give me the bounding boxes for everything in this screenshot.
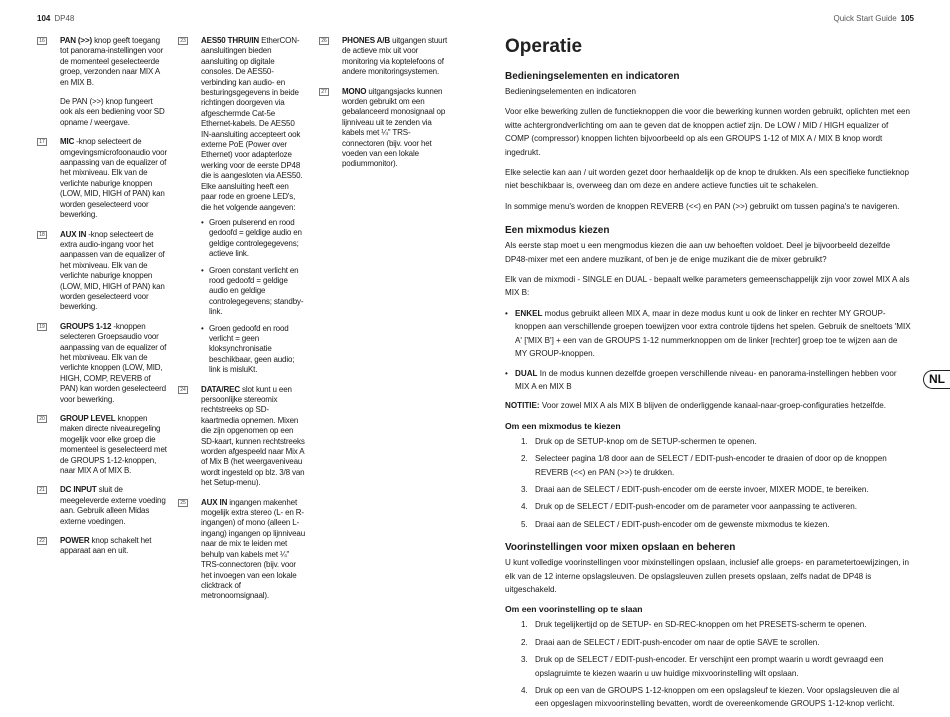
control-item (37, 414, 167, 476)
mix-mode-text: modus gebruikt alleen MIX A, maar in deze modus kunt u ook de linker en rechter MY GROUP-knoppen aan verschillende groepen toewijzen voor extra controle tijdens het spelen. Gebruik de sneltoets 'MIX A' ['MIX B'] + een van de GROUPS 1-12 nummerknoppen om de linker [rechter] groep toe te wijzen aan de MY GROUP-knoppen. (515, 308, 911, 359)
control-description (201, 498, 306, 602)
mix-mode-name: ENKEL (515, 308, 543, 318)
step-text: Draai aan de SELECT / EDIT-push-encoder om de gewenste mixmodus te kiezen. (535, 519, 830, 529)
control-item (37, 322, 167, 405)
note-label: NOTITIE: (505, 401, 540, 411)
control-name: MONO (342, 86, 367, 96)
left-page-number: 104 (37, 14, 51, 23)
step-number: 5. (521, 519, 528, 529)
control-text: knop geeft toegang tot panorama-instellingen voor de momenteel geselecteerde groep, verzonden naar MIX A en MIX B. (60, 36, 164, 87)
step-item (505, 452, 911, 479)
paragraph: In sommige menu's worden de knoppen REVERB (<<) en PAN (>>) gebruikt om tussen pagina's te navigeren. (505, 201, 900, 211)
operation-section (505, 36, 911, 717)
step-item (505, 483, 911, 496)
control-item (178, 498, 306, 602)
callout-number: 17 (37, 138, 47, 146)
step-text: Druk op de SELECT / EDIT-push-encoder om de parameter voor aanpassing te activeren. (535, 502, 857, 512)
paragraph: U kunt volledige voorinstellingen voor mixinstellingen opslaan, inclusief alle groeps- en parametertoewijzingen, in elk van de 12 interne opslagsleuven. De opslagsleuven zullen presets opslaan, zelfs nadat de DP48 is uitgeschakeld. (505, 558, 910, 594)
control-description (60, 485, 167, 527)
control-name: PAN (>>) (60, 36, 92, 45)
callout-number: 19 (37, 323, 47, 331)
control-extra: De PAN (>>) knop fungeert ook als een bediening voor SD opname / weergave. (60, 97, 165, 127)
step-text: Druk tegelijkertijd op de SETUP- en SD-REC-knoppen om het PRESETS-scherm te openen. (535, 620, 867, 630)
control-text: sluit de meegeleverde externe voeding aan. Gebruik alleen Midas externe voedingen. (60, 485, 166, 526)
paragraph: Elk van de mixmodi - SINGLE en DUAL - bepaalt welke parameters gemeenschappelijk zijn voor zowel MIX A als MIX B: (505, 275, 910, 298)
control-item (178, 36, 306, 376)
page-title: Operatie (505, 36, 583, 57)
step-item (505, 684, 911, 711)
control-description (60, 322, 167, 405)
step-item (505, 500, 911, 513)
left-page-header (37, 14, 74, 23)
paragraph: Elke selectie kan aan / uit worden gezet door herhaaldelijk op de knop te drukken. Als een specifieke functieknop niet beschikbaar is, overweeg dan om deze en andere actieve functies uit te schakelen. (505, 168, 910, 191)
control-description (201, 385, 306, 489)
control-name: GROUP LEVEL (60, 414, 116, 423)
control-name: GROUPS 1-12 (60, 321, 112, 331)
control-description (342, 36, 449, 78)
step-text: Druk op de SELECT / EDIT-push-encoder. Er verschijnt een prompt waarin u wordt gevraagd een opslagruimte te kiezen waarin u uw huidige mixvoorinstelling wilt opslaan. (535, 655, 884, 678)
right-header-title: Quick Start Guide (833, 14, 897, 23)
step-item (505, 518, 911, 531)
control-text: EtherCON-aansluitingen bieden aansluiting op digitale consoles. De AES50-verbinding kan audio- en besturingsgegevens in beide richtingen doorgeven via afgeschermde Cat-5e Ethernet-kabels. De AES50 IN-aansluiting accepteert ook externe PoE (Power over Ethernet) voor adapterloze werking voor de eerste DP48 die is aangesloten via AES50. Elke aansluiting heeft een paar rode en groene LED's, die het volgende aangeven: (201, 36, 303, 212)
step-text: Druk op de SETUP-knop om de SETUP-schermen te openen. (535, 436, 757, 446)
mix-mode-list (505, 307, 911, 393)
left-header-title: DP48 (54, 14, 75, 23)
led-status-item: • Groen constant verlicht en rood gedoofd = geldige audio en geldige controlegegevens; standby-link. (201, 266, 306, 318)
note-text: Voor zowel MIX A als MIX B blijven de onderliggende kanaal-naar-groep-configuraties hetzelfde. (539, 401, 887, 411)
step-number: 3. (521, 484, 528, 494)
led-status-item: • Groen gedoofd en rood verlicht = geen kloksynchronisatie beschikbaar, geen audio; link is misluKt. (201, 324, 306, 376)
control-item (319, 87, 449, 170)
save-preset-subheading: Om een voorinstelling op te slaan (505, 604, 643, 615)
control-name: AES50 THRU/IN (201, 36, 260, 45)
control-description (342, 87, 449, 170)
save-preset-steps (505, 618, 911, 710)
control-name: POWER (60, 536, 90, 546)
mix-mode-steps (505, 435, 911, 531)
callout-number: 23 (178, 37, 188, 45)
controls-column-1 (37, 36, 167, 566)
right-page-number: 105 (900, 14, 914, 23)
mix-mode-item (505, 307, 911, 361)
paragraph: Als eerste stap moet u een mengmodus kiezen die aan uw behoeften voldoet. Deel je bijvoorbeeld dezelfde DP48-mixer met een andere muzikant, of ben je de enige muzikant die de mixer gebruikt? (505, 241, 891, 264)
control-text: -knop selecteert de extra audio-ingang voor het aanpassen van de equalizer of het mixniveau. Elk van de verlichte naburige knoppen (LOW, MID, HIGH of PAN) kan worden geselecteerd voor bewerking. (60, 229, 165, 312)
callout-number: 22 (37, 537, 47, 545)
control-text: -knoppen selecteren Groepsaudio voor aanpassing van de equalizer of het mixniveau. Elk van de verlichte knoppen (LOW, MID, HIGH, COMP, REVERB of PAN) kan worden geselecteerd voor bewerking. (60, 321, 167, 404)
control-name: PHONES A/B (342, 36, 390, 45)
control-name: DC INPUT (60, 485, 97, 495)
control-name: MIC (60, 137, 75, 147)
control-text: knop schakelt het apparaat aan en uit. (60, 536, 152, 556)
step-number: 3. (521, 655, 528, 665)
control-description (201, 36, 306, 213)
paragraph: Voor elke bewerking zullen de functieknoppen die voor die bewerking kunnen worden gebruikt, oplichten met een witte achtergrondverlichting om aan te geven dat de knoppen actief zijn. De LOW / MID / HIGH equalizer of COMP (compressor) knoppen lichten bijvoorbeeld op als een GROUPS 1-12 of MIX A / MIX B knop wordt ingedrukt. (505, 107, 910, 157)
step-number: 1. (521, 436, 528, 446)
step-text: Draai aan de SELECT / EDIT-push-encoder om de eerste invoer, MIXER MODE, te bereiken. (535, 484, 869, 494)
step-item (505, 618, 911, 631)
mix-mode-heading: Een mixmodus kiezen (505, 225, 610, 237)
callout-number: 20 (37, 415, 47, 423)
control-item (178, 385, 306, 489)
step-number: 2. (521, 637, 528, 647)
language-tab: NL (923, 370, 950, 389)
control-item (319, 36, 449, 78)
step-number: 1. (521, 620, 528, 630)
control-text: -knop selecteert de omgevingsmicrofoonaudio voor aanpassing van de equalizer of het mixniveau. Elk van de verlichte naburige knoppen (LOW, MID, HIGH of PAN) kan worden geselecteerd voor bewerking. (60, 137, 167, 220)
controls-indicators-heading: Bedieningselementen en indicatoren (505, 71, 680, 82)
step-text: Druk op een van de GROUPS 1-12-knoppen om een opslagsleuf te kiezen. Voor opslagsleuven die al een opgeslagen mixvoorinstelling bevatten, wordt de overeenkomende GROUPS 1-12-knop verlicht. (535, 686, 899, 709)
control-name: DATA/REC (201, 384, 240, 394)
control-description (60, 414, 167, 476)
control-item (37, 137, 167, 220)
control-text: ingangen makenhet mogelijk extra stereo (L- en R-ingangen) of mono (alleen L-ingang) ingangen op lijnniveau naar de mix te leiden met behulp van kabels met ¼" TRS-connectoren (bijv. voor het invoegen van een lokale clicktrack of metronoomsignaal). (201, 497, 306, 601)
control-description (60, 137, 167, 220)
control-item (37, 536, 167, 557)
step-number: 4. (521, 502, 528, 512)
step-number: 2. (521, 454, 528, 464)
callout-number: 24 (178, 386, 188, 394)
mix-mode-name: DUAL (515, 368, 538, 378)
control-text: slot kunt u een persoonlijke stereomix rechtstreeks op SD-kaartmedia opnemen. Mixen die zijn opgenomen op een SD-kaart, kunnen rechtstreeks worden afgespeeld naar Mix A of Mix B (het weergaveniveau wordt ingesteld op blz. 3/8 van het Setup-menu). (201, 384, 305, 488)
step-text: Draai aan de SELECT / EDIT-push-encoder om naar de optie SAVE te scrollen. (535, 637, 820, 647)
step-number: 4. (521, 686, 528, 695)
controls-indicators-subheading: Bedieningselementen en indicatoren (505, 87, 636, 96)
step-item (505, 636, 911, 649)
mix-mode-text: In de modus kunnen dezelfde groepen verschillende niveau- en panorama-instellingen hebben voor MIX A en MIX B (515, 368, 897, 391)
callout-number: 21 (37, 486, 47, 494)
callout-number: 16 (37, 37, 47, 45)
control-item (37, 485, 167, 527)
control-description (60, 536, 167, 557)
control-text: uitgangen stuurt de actieve mix uit voor monitoring via koptelefoons of andere monitoringsystemen. (342, 36, 448, 77)
presets-heading: Voorinstellingen voor mixen opslaan en beheren (505, 542, 736, 554)
control-item (37, 36, 167, 128)
control-text: knoppen maken directe niveauregeling mogelijk voor elke groep die momenteel is geselecteerd met de GROUPS 1-12-knoppen, naar MIX A of MIX B. (60, 414, 167, 476)
callout-number: 25 (178, 499, 188, 507)
choose-mix-mode-subheading: Om een mixmodus te kiezen (505, 420, 621, 431)
led-status-item: • Groen pulserend en rood gedoofd = geldige audio en geldige controlegegevens; actieve link. (201, 218, 306, 260)
step-item (505, 435, 911, 448)
control-item (37, 230, 167, 313)
callout-number: 18 (37, 231, 47, 239)
right-page-header (834, 14, 915, 23)
step-text: Selecteer pagina 1/8 door aan de SELECT / EDIT-push-encoder te draaien of door op de knoppen REVERB (<<) en PAN (>>) te drukken. (535, 454, 887, 477)
control-description (60, 36, 167, 88)
callout-number: 27 (319, 88, 329, 96)
control-name: AUX IN (201, 497, 228, 507)
controls-column-3 (319, 36, 449, 179)
controls-column-2 (178, 36, 306, 611)
control-text: uitgangsjacks kunnen worden gebruikt om een gebalanceerd monosignaal op lijnniveau uit te zenden via kabels met ¼" TRS-connectoren (bijv. voor het voeden van een lokale podiummonitor). (342, 86, 446, 169)
led-status-list (201, 218, 306, 376)
control-name: AUX IN (60, 229, 87, 239)
mix-mode-item (505, 367, 911, 394)
step-item (505, 653, 911, 680)
note (505, 399, 911, 412)
control-description (60, 230, 167, 313)
callout-number: 26 (319, 37, 329, 45)
